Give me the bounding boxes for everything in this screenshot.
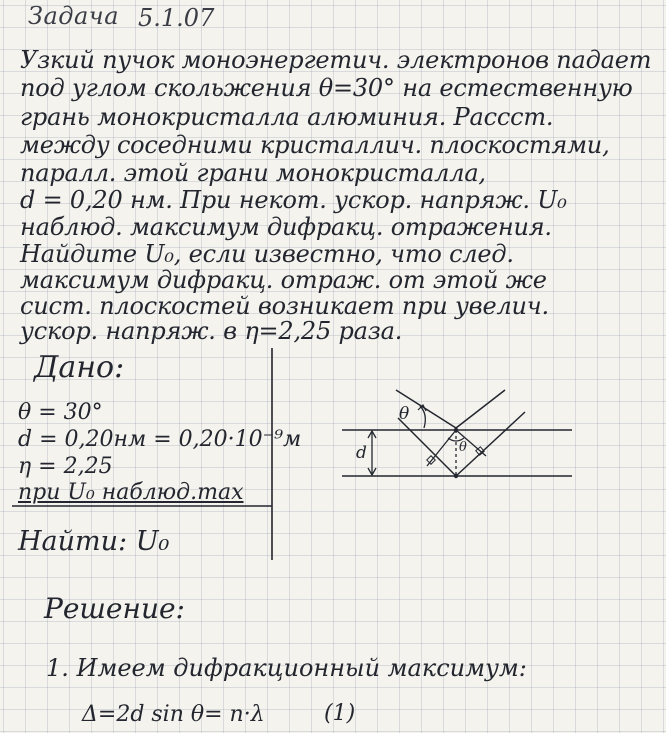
problem-line: паралл. этой грани монокристалла,: [20, 159, 486, 187]
problem-line: Узкий пучок моноэнергетич. электронов падает: [20, 46, 652, 74]
incident-ray-2: [398, 418, 456, 476]
point-bottom: [454, 474, 458, 478]
task-title: Задача: [28, 2, 120, 30]
problem-line: Найдите U₀, если известно, что след.: [20, 240, 514, 268]
diffraction-equation: Δ=2d sin θ= n·λ: [82, 702, 265, 727]
find-line: Найти: U₀: [18, 526, 170, 557]
problem-line: d = 0,20 нм. При некот. ускор. напряж. U₀: [20, 186, 567, 214]
given-theta: θ = 30°: [18, 400, 103, 425]
diffraction-diagram: [342, 390, 572, 478]
inner-angle-label: θ: [459, 440, 467, 455]
problem-line: грань монокристалла алюминия. Рассст.: [20, 103, 554, 131]
problem-line: между соседними кристаллич. плоскостями,: [20, 131, 610, 159]
given-eta: η = 2,25: [18, 454, 113, 479]
problem-line: ускор. напряж. в η=2,25 раза.: [20, 317, 403, 345]
problem-line: сист. плоскостей возникает при увелич.: [20, 292, 549, 320]
given-heading: Дано:: [34, 350, 125, 385]
solution-heading: Решение:: [44, 592, 185, 625]
task-number: 5.1.07: [138, 4, 215, 32]
equation-number: (1): [324, 701, 356, 726]
solution-step-1: 1. Имеем дифракционный максимум:: [46, 654, 527, 682]
problem-line: наблюд. максимум дифракц. отражения.: [20, 213, 552, 241]
reflected-ray-1: [456, 390, 505, 428]
d-label: d: [356, 443, 367, 463]
given-d: d = 0,20нм = 0,20·10⁻⁹м: [18, 427, 302, 452]
problem-line: под углом скольжения θ=30° на естественную: [20, 74, 633, 102]
given-condition: при U₀ наблюд.max: [18, 480, 244, 505]
angle-label: θ: [399, 404, 410, 424]
point-top: [454, 428, 458, 432]
problem-line: максимум дифракц. отраж. от этой же: [20, 266, 547, 294]
